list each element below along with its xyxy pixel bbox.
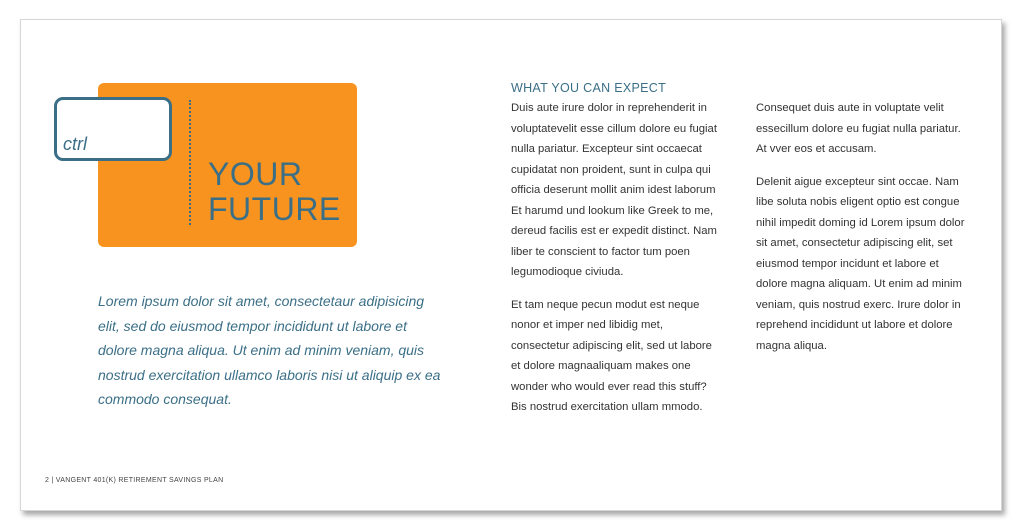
intro-paragraph: Lorem ipsum dolor sit amet, consectetaur adipisicing elit, sed do eiusmod tempor incididunt ut labore et dolore magna aliqua. Ut enim ad minim veniam, quis nostrud exercitation ullamco laboris nisi ut aliquip ex ea commodo consequat.: [98, 293, 441, 407]
column-what-you-can-expect: [511, 80, 721, 430]
ctrl-key-graphic: [54, 97, 172, 161]
section-title: WHAT YOU CAN EXPECT: [511, 81, 667, 95]
headline: [208, 157, 341, 227]
ctrl-label: ctrl: [63, 134, 87, 154]
headline-line-1: YOUR: [208, 156, 303, 192]
column-right: [756, 98, 971, 368]
body-paragraph: Et tam neque pecun modut est neque nonor et imper ned libidig met, consectetur adipiscing elit, sed ut labore et dolore magnaaliquam makes one wonder who would ever read this stuff? Bis nostrud exercitation ullam mmodo.: [511, 298, 712, 413]
headline-line-2: FUTURE: [208, 191, 341, 227]
body-paragraph: Delenit aigue excepteur sint occae. Nam libe soluta nobis eligent optio est congue nihil impedit doming id Lorem ipsum dolor sit amet, consectetur adipiscing elit, set eiusmod tempor incidunt et labore et dolore magna aliquam. Ut enim ad minim veniam, quis nostrud exerc. Irure dolor in reprehend incididunt ut labore et dolore magna aliqua.: [756, 175, 965, 352]
brochure-page: [20, 19, 1002, 511]
dotted-divider: [189, 100, 191, 225]
body-paragraph: Consequet duis aute in voluptate velit essecillum dolore eu fugiat nulla pariatur. At vver eos et accusam.: [756, 102, 961, 155]
body-paragraph: Duis aute irure dolor in reprehenderit in voluptatevelit esse cillum dolore eu fugiat nulla pariatur. Excepteur sint occaecat cupidatat non proident, sunt in culpa qui officia deserunt mollit anim idest laborum Et harumd und lookum like Greek to me, dereud facilis est er expedit distinct. Nam liber te conscient to factor tum poen legumodioque civiuda.: [511, 102, 717, 278]
page-footer: 2 | VANGENT 401(K) RETIREMENT SAVINGS PLAN: [45, 477, 224, 484]
